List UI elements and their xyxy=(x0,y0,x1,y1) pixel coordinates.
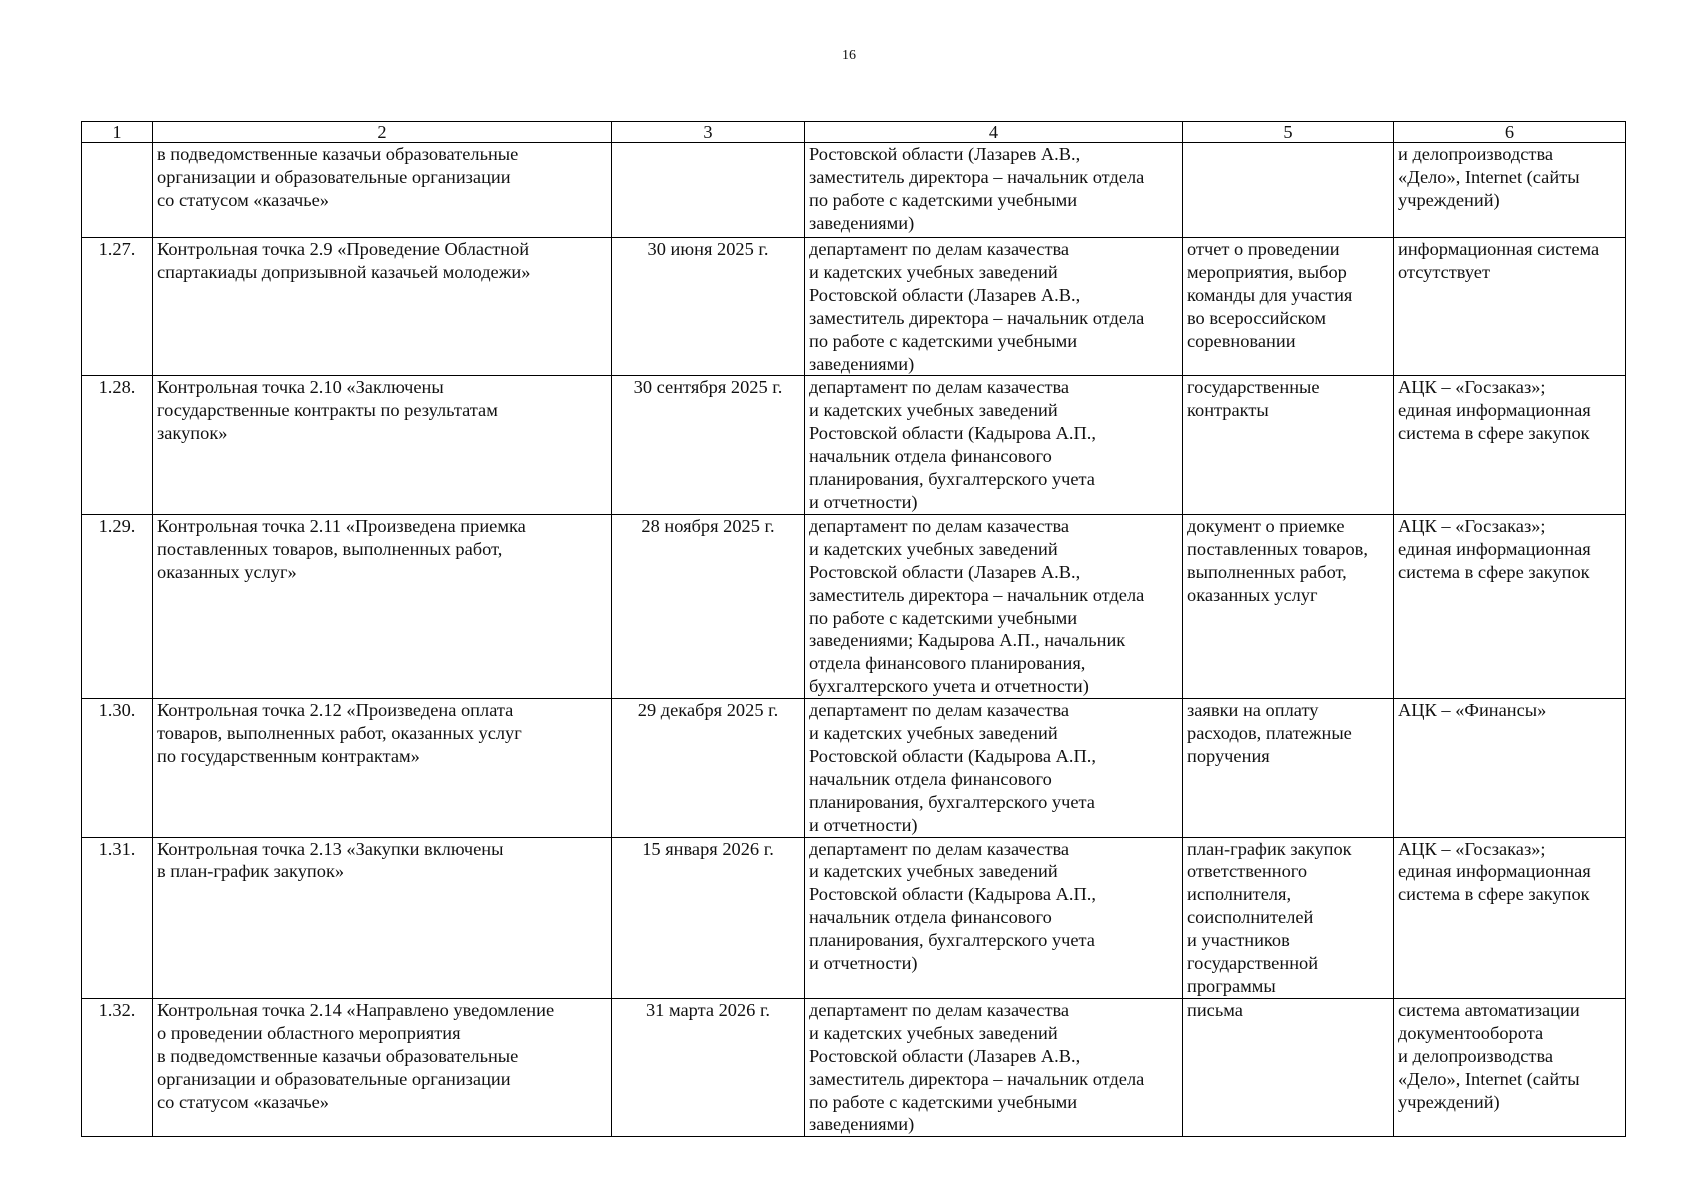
responsible-executor-line: по работе с кадетскими учебными xyxy=(809,189,1078,210)
responsible-executor-cell xyxy=(805,998,1183,1136)
deadline-date-cell: 30 июня 2025 г. xyxy=(612,238,805,376)
event-name-line: в подведомственные казачьи образовательные xyxy=(157,1045,519,1066)
information-system-line: единая информационная xyxy=(1398,861,1591,882)
event-name-line: со статусом «казачье» xyxy=(157,189,329,210)
information-system-cell xyxy=(1394,514,1626,698)
event-name-line: о проведении областного мероприятия xyxy=(157,1022,461,1043)
column-number-row xyxy=(82,122,1626,143)
column-header-2: 2 xyxy=(153,122,612,143)
result-document-line: отчет о проведении xyxy=(1187,239,1340,259)
event-name-line: в подведомственные казачьи образовательные xyxy=(157,144,519,164)
responsible-executor-line: начальник отдела финансового xyxy=(809,446,1052,467)
information-system-cell xyxy=(1394,837,1626,998)
information-system-line: «Дело», Internet (сайты xyxy=(1398,166,1580,187)
information-system-line: единая информационная xyxy=(1398,400,1591,421)
column-header-1: 1 xyxy=(82,122,153,143)
event-name-line: товаров, выполненных работ, оказанных услуг xyxy=(157,723,522,744)
responsible-executor-line: департамент по делам казачества xyxy=(809,999,1070,1020)
result-document-line: контракты xyxy=(1187,400,1269,421)
result-document-line: и участников xyxy=(1187,930,1290,951)
responsible-executor-line: и кадетских учебных заведений xyxy=(809,538,1058,559)
event-name-line: по государственным контрактам» xyxy=(157,745,420,766)
event-name-cell xyxy=(153,699,612,837)
event-name-line: оказанных услуг» xyxy=(157,561,297,582)
deadline-date-cell: 29 декабря 2025 г. xyxy=(612,699,805,837)
event-name-line: Контрольная точка 2.13 «Закупки включены xyxy=(157,838,504,859)
control-points-table xyxy=(81,121,1626,1137)
responsible-executor-line: заместитель директора – начальник отдела xyxy=(809,166,1145,187)
row-number-cell xyxy=(82,143,153,238)
responsible-executor-line: планирования, бухгалтерского учета xyxy=(809,791,1095,812)
responsible-executor-line: начальник отдела финансового xyxy=(809,907,1052,928)
responsible-executor-line: и отчетности) xyxy=(809,814,918,835)
responsible-executor-line: планирования, бухгалтерского учета xyxy=(809,930,1095,951)
event-name-line: спартакиады допризывной казачьей молодежи» xyxy=(157,261,531,282)
column-header-5: 5 xyxy=(1183,122,1394,143)
result-document-cell xyxy=(1183,376,1394,514)
deadline-date-cell xyxy=(612,143,805,238)
result-document-line: план-график закупок xyxy=(1187,838,1352,859)
row-number-cell: 1.29. xyxy=(82,514,153,698)
responsible-executor-line: бухгалтерского учета и отчетности) xyxy=(809,676,1089,697)
result-document-line: во всероссийском xyxy=(1187,307,1326,328)
result-document-cell xyxy=(1183,998,1394,1136)
responsible-executor-cell xyxy=(805,143,1183,238)
event-name-line: со статусом «казачье» xyxy=(157,1091,329,1112)
event-name-line: поставленных товаров, выполненных работ, xyxy=(157,538,503,559)
information-system-line: АЦК – «Госзаказ»; xyxy=(1398,377,1546,398)
page-number: 16 xyxy=(842,48,856,63)
result-document-line: исполнителя, xyxy=(1187,884,1292,905)
result-document-cell xyxy=(1183,699,1394,837)
information-system-line: АЦК – «Госзаказ»; xyxy=(1398,838,1546,859)
responsible-executor-line: Ростовской области (Лазарев А.В., xyxy=(809,144,1081,164)
table-row xyxy=(82,238,1626,376)
responsible-executor-line: департамент по делам казачества xyxy=(809,377,1070,398)
result-document-line: выполненных работ, xyxy=(1187,561,1347,582)
result-document-line: поручения xyxy=(1187,745,1270,766)
responsible-executor-line: и кадетских учебных заведений xyxy=(809,261,1058,282)
responsible-executor-line: департамент по делам казачества xyxy=(809,700,1070,721)
responsible-executor-line: Ростовской области (Лазарев А.В., xyxy=(809,1045,1081,1066)
event-name-cell xyxy=(153,837,612,998)
result-document-line: соисполнителей xyxy=(1187,907,1314,928)
table-body xyxy=(82,143,1626,1137)
information-system-line: отсутствует xyxy=(1398,261,1490,282)
responsible-executor-line: планирования, бухгалтерского учета xyxy=(809,469,1095,490)
event-name-cell xyxy=(153,998,612,1136)
responsible-executor-line: и отчетности) xyxy=(809,953,918,974)
information-system-cell xyxy=(1394,376,1626,514)
information-system-line: АЦК – «Госзаказ»; xyxy=(1398,515,1546,536)
column-header-6: 6 xyxy=(1394,122,1626,143)
responsible-executor-line: заместитель директора – начальник отдела xyxy=(809,307,1145,328)
responsible-executor-line: заведениями) xyxy=(809,1114,915,1135)
result-document-line: государственной xyxy=(1187,953,1319,974)
responsible-executor-line: Ростовской области (Лазарев А.В., xyxy=(809,561,1081,582)
responsible-executor-line: Ростовской области (Лазарев А.В., xyxy=(809,284,1081,305)
responsible-executor-line: по работе с кадетскими учебными xyxy=(809,330,1078,351)
table-row xyxy=(82,699,1626,837)
row-number-cell: 1.31. xyxy=(82,837,153,998)
information-system-line: документооборота xyxy=(1398,1022,1544,1043)
result-document-line: заявки на оплату xyxy=(1187,700,1319,721)
information-system-line: учреждений) xyxy=(1398,189,1500,210)
responsible-executor-cell xyxy=(805,376,1183,514)
result-document-line: мероприятия, выбор xyxy=(1187,261,1347,282)
information-system-line: единая информационная xyxy=(1398,538,1591,559)
row-number-cell: 1.27. xyxy=(82,238,153,376)
responsible-executor-line: департамент по делам казачества xyxy=(809,838,1070,859)
responsible-executor-line: по работе с кадетскими учебными xyxy=(809,1091,1078,1112)
result-document-cell xyxy=(1183,837,1394,998)
event-name-cell xyxy=(153,143,612,238)
responsible-executor-cell xyxy=(805,238,1183,376)
information-system-line: система автоматизации xyxy=(1398,999,1580,1020)
result-document-cell xyxy=(1183,514,1394,698)
information-system-line: система в сфере закупок xyxy=(1398,423,1590,444)
result-document-line: письма xyxy=(1187,999,1243,1020)
responsible-executor-line: и кадетских учебных заведений xyxy=(809,723,1058,744)
information-system-cell xyxy=(1394,143,1626,238)
event-name-line: закупок» xyxy=(157,423,228,444)
result-document-line: расходов, платежные xyxy=(1187,723,1352,744)
responsible-executor-line: заведениями) xyxy=(809,212,915,233)
table-row xyxy=(82,143,1626,238)
result-document-line: документ о приемке xyxy=(1187,515,1345,536)
responsible-executor-line: департамент по делам казачества xyxy=(809,515,1070,536)
event-name-line: государственные контракты по результатам xyxy=(157,400,498,421)
information-system-line: и делопроизводства xyxy=(1398,1045,1554,1066)
responsible-executor-line: и кадетских учебных заведений xyxy=(809,861,1058,882)
table-row xyxy=(82,514,1626,698)
event-name-line: Контрольная точка 2.11 «Произведена приемка xyxy=(157,515,526,536)
information-system-line: «Дело», Internet (сайты xyxy=(1398,1068,1580,1089)
result-document-line: государственные xyxy=(1187,377,1320,398)
deadline-date-cell: 15 января 2026 г. xyxy=(612,837,805,998)
deadline-date-cell: 30 сентября 2025 г. xyxy=(612,376,805,514)
responsible-executor-line: отдела финансового планирования, xyxy=(809,653,1086,674)
information-system-line: АЦК – «Финансы» xyxy=(1398,700,1547,721)
responsible-executor-line: заведениями) xyxy=(809,353,915,374)
table-row xyxy=(82,998,1626,1136)
event-name-line: в план-график закупок» xyxy=(157,861,345,882)
responsible-executor-line: заместитель директора – начальник отдела xyxy=(809,1068,1145,1089)
deadline-date-cell: 28 ноября 2025 г. xyxy=(612,514,805,698)
deadline-date-cell: 31 марта 2026 г. xyxy=(612,998,805,1136)
row-number-cell: 1.32. xyxy=(82,998,153,1136)
event-name-line: организации и образовательные организации xyxy=(157,1068,511,1089)
table-row xyxy=(82,376,1626,514)
responsible-executor-line: Ростовской области (Кадырова А.П., xyxy=(809,745,1096,766)
responsible-executor-line: Ростовской области (Кадырова А.П., xyxy=(809,884,1096,905)
responsible-executor-line: Ростовской области (Кадырова А.П., xyxy=(809,423,1096,444)
result-document-line: команды для участия xyxy=(1187,284,1353,305)
result-document-line: ответственного xyxy=(1187,861,1308,882)
event-name-line: Контрольная точка 2.12 «Произведена оплата xyxy=(157,700,514,721)
information-system-line: и делопроизводства xyxy=(1398,144,1554,164)
result-document-line: программы xyxy=(1187,976,1276,996)
information-system-cell xyxy=(1394,998,1626,1136)
information-system-cell xyxy=(1394,699,1626,837)
column-header-3: 3 xyxy=(612,122,805,143)
information-system-cell xyxy=(1394,238,1626,376)
information-system-line: информационная система xyxy=(1398,239,1600,259)
responsible-executor-line: и кадетских учебных заведений xyxy=(809,400,1058,421)
responsible-executor-line: и кадетских учебных заведений xyxy=(809,1022,1058,1043)
event-name-line: Контрольная точка 2.14 «Направлено уведомление xyxy=(157,999,555,1020)
table-row xyxy=(82,837,1626,998)
event-name-line: организации и образовательные организации xyxy=(157,166,511,187)
event-name-cell xyxy=(153,238,612,376)
row-number-cell: 1.28. xyxy=(82,376,153,514)
event-name-cell xyxy=(153,376,612,514)
result-document-cell xyxy=(1183,238,1394,376)
responsible-executor-cell xyxy=(805,837,1183,998)
responsible-executor-line: заведениями; Кадырова А.П., начальник xyxy=(809,630,1126,651)
event-name-cell xyxy=(153,514,612,698)
responsible-executor-line: по работе с кадетскими учебными xyxy=(809,607,1078,628)
result-document-cell xyxy=(1183,143,1394,238)
result-document-line: оказанных услуг xyxy=(1187,584,1318,605)
information-system-line: учреждений) xyxy=(1398,1091,1500,1112)
information-system-line: система в сфере закупок xyxy=(1398,561,1590,582)
responsible-executor-cell xyxy=(805,699,1183,837)
responsible-executor-cell xyxy=(805,514,1183,698)
result-document-line: соревновании xyxy=(1187,330,1296,351)
responsible-executor-line: и отчетности) xyxy=(809,491,918,512)
row-number-cell: 1.30. xyxy=(82,699,153,837)
result-document-line: поставленных товаров, xyxy=(1187,538,1368,559)
responsible-executor-line: начальник отдела финансового xyxy=(809,768,1052,789)
event-name-line: Контрольная точка 2.9 «Проведение Областной xyxy=(157,239,530,259)
responsible-executor-line: департамент по делам казачества xyxy=(809,239,1070,259)
information-system-line: система в сфере закупок xyxy=(1398,884,1590,905)
event-name-line: Контрольная точка 2.10 «Заключены xyxy=(157,377,444,398)
column-header-4: 4 xyxy=(805,122,1183,143)
responsible-executor-line: заместитель директора – начальник отдела xyxy=(809,584,1145,605)
